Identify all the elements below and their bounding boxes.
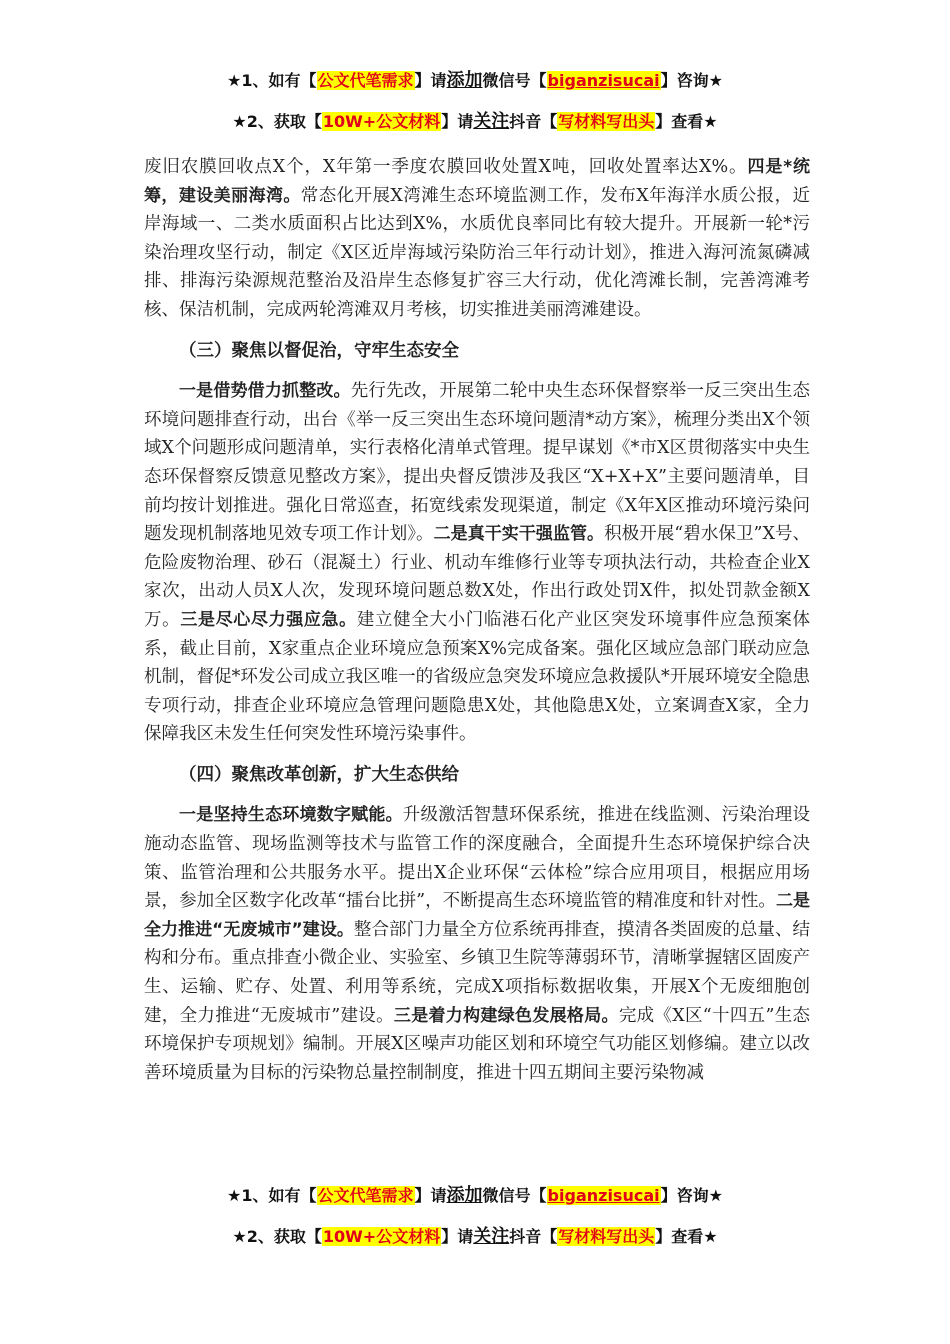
banner-text: ★2、获取【 xyxy=(232,112,322,131)
text: 整合部门力量全方位系统再排查，摸清各类固废的总量、结构和分布。重点排查小微企业、实验室、乡镇卫生院等薄弱环节，清晰掌握辖区固废产生、运输、贮存、处置、利用等系统，完成X项指标数据收集，开展X个无废细胞创建，全力推进“无废城市”建设。 xyxy=(144,919,810,1026)
banner-text: ★2、获取【 xyxy=(232,1227,322,1246)
banner-underline: 添加 xyxy=(446,70,483,91)
bold-lead: 一是借势借力抓整改。 xyxy=(179,381,351,402)
section-heading-4: （四）聚焦改革创新，扩大生态供给 xyxy=(179,764,459,785)
promo-banner-top-2 xyxy=(0,111,950,133)
text: 先行先改，开展第二轮中央生态环保督察举一反三突出生态环境问题排查行动，出台《举一反三突出生态环境问题清*动方案》，梳理分类出X个领域X个问题形成问题清单，实行表格化清单式管理。提早谋划《*市X区贯彻落实中央生态环保督察反馈意见整改方案》，提出央督反馈涉及我区“X+X+X”主要问题清单，目前均按计划推进。强化日常巡查，拓宽线索发现渠道，制定《X年X区推动环境污染问题发现机制落地见效专项工作计划》。 xyxy=(144,381,811,545)
banner-text: 】查看★ xyxy=(655,112,718,131)
douyin-account-label: 写材料写出头 xyxy=(558,112,655,131)
promo-banner-top-1 xyxy=(0,70,950,92)
banner-text: 】请 xyxy=(414,71,447,90)
document-body xyxy=(144,153,810,1087)
douyin-account-label: 写材料写出头 xyxy=(558,1227,655,1246)
paragraph xyxy=(144,377,810,749)
text: 完成《X区“十四五”生态环境保护专项规划》编制。开展X区噪声功能区划和环境空气功能区划修编。建立以改善环境质量为目标的污染物总量控制制度，推进十四五期间主要污染物减 xyxy=(144,1005,810,1083)
banner-text: 微信号【 xyxy=(482,1186,547,1205)
banner-text: 】请 xyxy=(441,112,474,131)
bold-lead: 二是真干实干强监管。 xyxy=(433,524,605,545)
banner-highlight: 10W+公文材料 xyxy=(322,1227,441,1246)
bold-lead: 三是着力构建绿色发展格局。 xyxy=(393,1005,619,1026)
banner-text: 】咨询★ xyxy=(660,71,723,90)
banner-text: 】请 xyxy=(414,1186,447,1205)
wechat-id-link[interactable]: biganzisucai xyxy=(547,71,660,90)
banner-text: 】查看★ xyxy=(655,1227,718,1246)
bold-lead: 一是坚持生态环境数字赋能。 xyxy=(179,805,403,826)
wechat-id-link[interactable]: biganzisucai xyxy=(547,1186,660,1205)
banner-text: 微信号【 xyxy=(482,71,547,90)
bold-lead: 二是全力推进“无废城市”建设。 xyxy=(144,891,811,940)
banner-highlight: 公文代笔需求 xyxy=(317,1186,414,1205)
banner-text: ★1、如有【 xyxy=(227,71,317,90)
promo-banner-bottom-2 xyxy=(0,1226,950,1248)
text: 废旧农膜回收点X个，X年第一季度农膜回收处置X吨，回收处置率达X%。 xyxy=(144,157,748,177)
banner-text: 抖音【 xyxy=(509,112,558,131)
banner-text: ★1、如有【 xyxy=(227,1186,317,1205)
promo-banner-bottom-1 xyxy=(0,1185,950,1207)
paragraph xyxy=(144,153,810,325)
banner-highlight: 10W+公文材料 xyxy=(322,112,441,131)
text: 积极开展“碧水保卫”X号、危险废物治理、砂石（混凝土）行业、机动车维修行业等专项执法行动，共检查企业X家次，出动人员X人次，发现环境问题总数X处，作出行政处罚X件，拟处罚款金额X万。 xyxy=(144,524,811,630)
text: 建立健全大小门临港石化产业区突发环境事件应急预案体系，截止目前，X家重点企业环境应急预案X%完成备案。强化区域应急部门联动应急机制，督促*环发公司成立我区唯一的省级应急突发环境应急救援队*开展环境安全隐患专项行动，排查企业环境应急管理问题隐患X处，其他隐患X处，立案调查X家，全力保障我区未发生任何突发性环境污染事件。 xyxy=(144,609,811,745)
banner-highlight: 公文代笔需求 xyxy=(317,71,414,90)
banner-text: 】请 xyxy=(441,1227,474,1246)
bold-lead: 三是尽心尽力强应急。 xyxy=(180,609,357,630)
paragraph xyxy=(144,801,810,1087)
banner-underline: 添加 xyxy=(446,1185,483,1206)
text: 升级激活智慧环保系统，推进在线监测、污染治理设施动态监管、现场监测等技术与监管工作的深度融合，全面提升生态环境保护综合决策、监管治理和公共服务水平。提出X企业环保“云体检”综合应用项目，根据应用场景，参加全区数字化改革“擂台比拼”，不断提高生态环境监管的精准度和针对性。 xyxy=(144,805,811,912)
bold-lead: 四是*统筹，建设美丽海湾。 xyxy=(144,157,811,206)
section-heading-3: （三）聚焦以督促治，守牢生态安全 xyxy=(179,340,459,361)
banner-underline: 关注 xyxy=(473,111,510,132)
banner-text: 】咨询★ xyxy=(660,1186,723,1205)
banner-text: 抖音【 xyxy=(509,1227,558,1246)
text: 常态化开展X湾滩生态环境监测工作，发布X年海洋水质公报，近岸海域一、二类水质面积占比达到X%，水质优良率同比有较大提升。开展新一轮*污染治理攻坚行动，制定《X区近岸海域污染防治三年行动计划》，推进入海河流氮磷减排、排海污染源规范整治及沿岸生态修复扩容三大行动，优化湾滩长制，完善湾滩考核、保洁机制，完成两轮湾滩双月考核，切实推进美丽湾滩建设。 xyxy=(144,185,811,320)
banner-underline: 关注 xyxy=(473,1226,510,1247)
